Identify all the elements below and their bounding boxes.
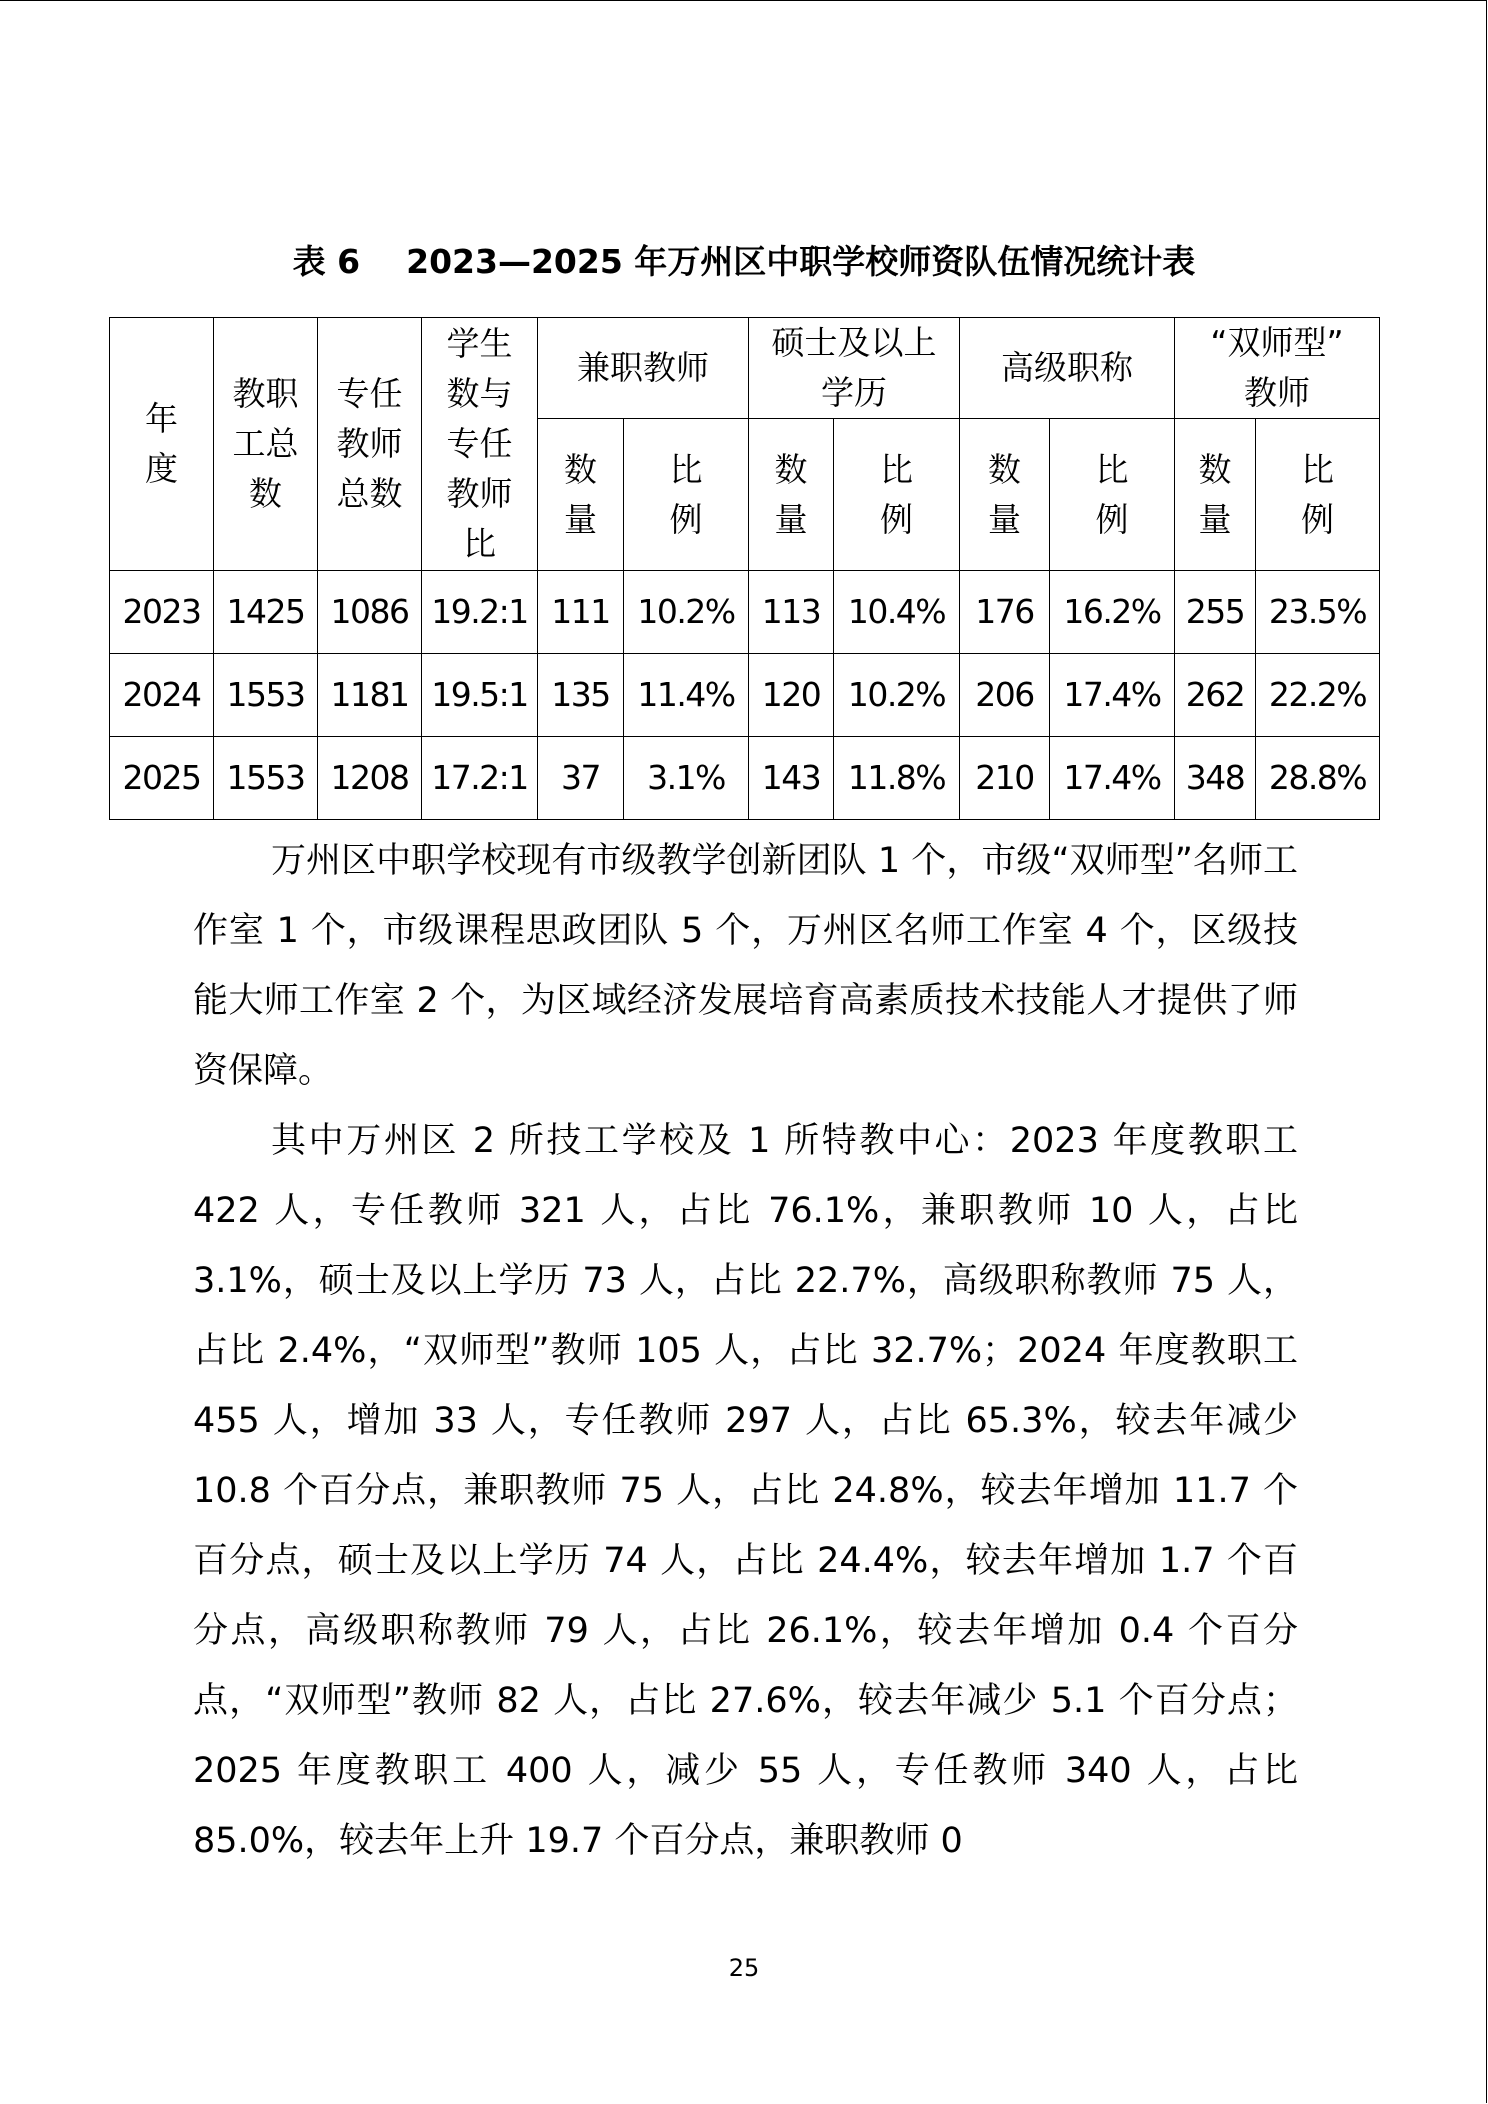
table-cell: 23.5% bbox=[1256, 571, 1380, 654]
header-masters-ratio: 比 例 bbox=[834, 419, 960, 571]
header-fulltime-total: 专任 教师 总数 bbox=[318, 318, 422, 571]
table-cell: 210 bbox=[960, 737, 1050, 820]
table-cell: 206 bbox=[960, 654, 1050, 737]
body-paragraph: 其中万州区 2 所技工学校及 1 所特教中心：2023 年度教职工 422 人，专任教师 321 人，占比 76.1%，兼职教师 10 人，占比 3.1%，硕士及以上学历 73 人，占比 22.7%，高级职称教师 75 人，占比 2.4%，“双师型”教师 105 人，占比 32.7%；2024 年度教职工 455 人，增加 33 人，专任教师 297 人，占比 65.3%，较去年减少 10.8 个百分点，兼职教师 75 人，占比 24.8%，较去年增加 11.7 个百分点，硕士及以上学历 74 人，占比 24.4%，较去年增加 1.7 个百分点，高级职称教师 79 人，占比 26.1%，较去年增加 0.4 个百分点，“双师型”教师 82 人，占比 27.6%，较去年减少 5.1 个百分点；2025 年度教职工 400 人，减少 55 人，专任教师 340 人，占比 85.0%，较去年上升 19.7 个百分点，兼职教师 0 bbox=[193, 1121, 1298, 1861]
table-title-text: 2023—2025 年万州区中职学校师资队伍情况统计表 bbox=[406, 242, 1196, 281]
table-row bbox=[110, 571, 1380, 654]
table-cell: 10.4% bbox=[834, 571, 960, 654]
table-cell: 17.4% bbox=[1050, 654, 1175, 737]
table-cell: 2024 bbox=[110, 654, 214, 737]
table-cell: 37 bbox=[538, 737, 624, 820]
header-student-ratio: 学生 数与 专任 教师 比 bbox=[422, 318, 538, 571]
table-cell: 262 bbox=[1175, 654, 1256, 737]
table-cell: 1208 bbox=[318, 737, 422, 820]
table-row bbox=[110, 737, 1380, 820]
table-title bbox=[0, 237, 1488, 287]
table-body bbox=[110, 571, 1380, 820]
table-cell: 28.8% bbox=[1256, 737, 1380, 820]
header-year: 年 度 bbox=[110, 318, 214, 571]
table-cell: 113 bbox=[749, 571, 834, 654]
table-cell: 3.1% bbox=[624, 737, 749, 820]
header-senior-count: 数 量 bbox=[960, 419, 1050, 571]
table-cell: 17.4% bbox=[1050, 737, 1175, 820]
header-dual-count: 数 量 bbox=[1175, 419, 1256, 571]
table-row bbox=[110, 654, 1380, 737]
header-row-1 bbox=[110, 318, 1380, 419]
table-label: 表 6 bbox=[292, 242, 361, 281]
table-cell: 22.2% bbox=[1256, 654, 1380, 737]
table-cell: 19.2:1 bbox=[422, 571, 538, 654]
header-parttime: 兼职教师 bbox=[538, 318, 749, 419]
table-cell: 11.8% bbox=[834, 737, 960, 820]
table-cell: 1425 bbox=[214, 571, 318, 654]
table-cell: 1553 bbox=[214, 737, 318, 820]
table-cell: 120 bbox=[749, 654, 834, 737]
table-cell: 1181 bbox=[318, 654, 422, 737]
header-masters-count: 数 量 bbox=[749, 419, 834, 571]
header-dual-ratio: 比 例 bbox=[1256, 419, 1380, 571]
table-cell: 2023 bbox=[110, 571, 214, 654]
table-cell: 348 bbox=[1175, 737, 1256, 820]
header-staff-total: 教职 工总 数 bbox=[214, 318, 318, 571]
page-number: 25 bbox=[728, 1954, 760, 1982]
table-cell: 10.2% bbox=[624, 571, 749, 654]
table-cell: 135 bbox=[538, 654, 624, 737]
header-parttime-ratio: 比 例 bbox=[624, 419, 749, 571]
header-masters: 硕士及以上 学历 bbox=[749, 318, 960, 419]
header-senior-ratio: 比 例 bbox=[1050, 419, 1175, 571]
table-cell: 17.2:1 bbox=[422, 737, 538, 820]
table-cell: 16.2% bbox=[1050, 571, 1175, 654]
body-text bbox=[193, 826, 1298, 1876]
table-cell: 176 bbox=[960, 571, 1050, 654]
body-paragraph: 万州区中职学校现有市级教学创新团队 1 个，市级“双师型”名师工作室 1 个，市级课程思政团队 5 个，万州区名师工作室 4 个，区级技能大师工作室 2 个，为区域经济发展培育高素质技术技能人才提供了师资保障。 bbox=[193, 841, 1298, 1091]
table-cell: 19.5:1 bbox=[422, 654, 538, 737]
table-cell: 255 bbox=[1175, 571, 1256, 654]
table-cell: 10.2% bbox=[834, 654, 960, 737]
header-dual: “双师型” 教师 bbox=[1175, 318, 1380, 419]
table-cell: 1086 bbox=[318, 571, 422, 654]
table-cell: 2025 bbox=[110, 737, 214, 820]
table-cell: 11.4% bbox=[624, 654, 749, 737]
header-parttime-count: 数 量 bbox=[538, 419, 624, 571]
teacher-stats-table bbox=[109, 317, 1380, 820]
table-cell: 143 bbox=[749, 737, 834, 820]
header-senior: 高级职称 bbox=[960, 318, 1175, 419]
table-cell: 111 bbox=[538, 571, 624, 654]
table-cell: 1553 bbox=[214, 654, 318, 737]
